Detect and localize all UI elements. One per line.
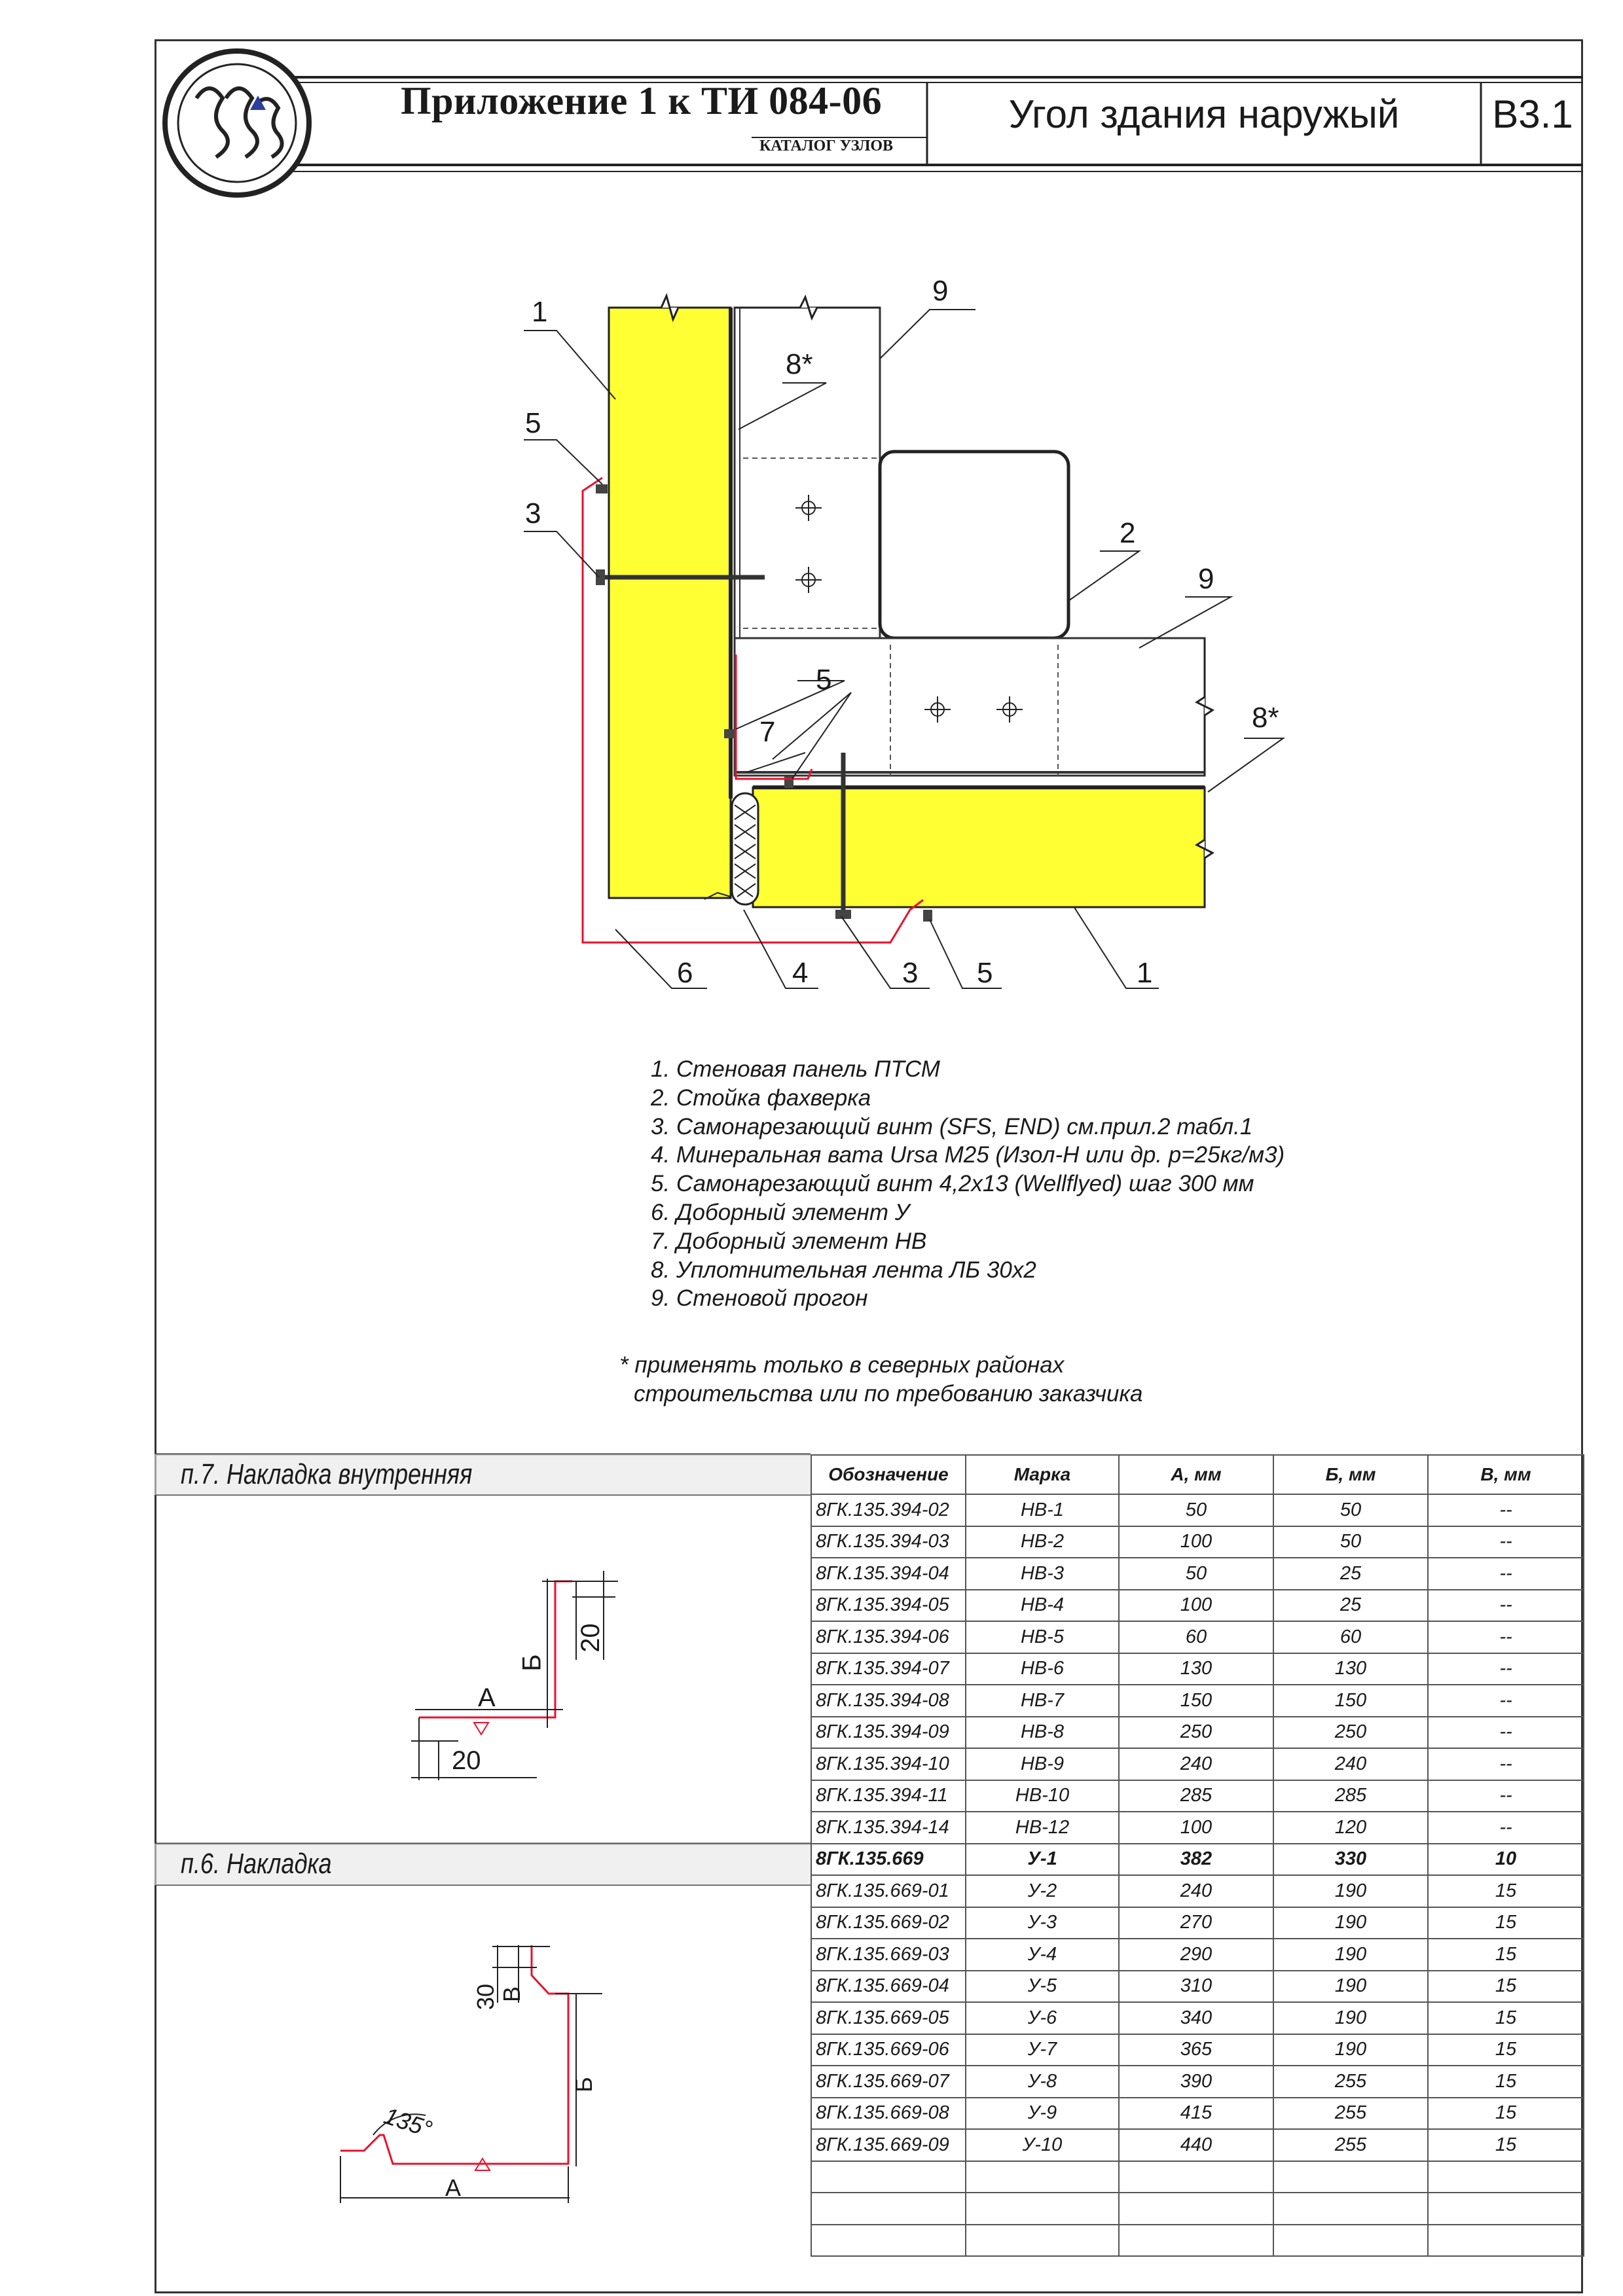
table-cell-v: -- (1428, 1685, 1584, 1717)
table-row (811, 2002, 1584, 2034)
legend-item: 1. Стеновая панель ПТСМ (651, 1056, 940, 1082)
table-cell-a: 240 (1119, 1748, 1273, 1780)
callout-3-bottom: 3 (902, 957, 919, 989)
table-cell-v: -- (1428, 1653, 1584, 1685)
col-header-v: В, мм (1428, 1455, 1584, 1494)
callout-2: 2 (1120, 517, 1136, 549)
legend-item: 3. Самонарезающий винт (SFS, END) см.прил.2 табл.1 (651, 1113, 1253, 1139)
callout-6: 6 (677, 957, 693, 989)
legend-item: 8. Уплотнительная лента ЛБ 30х2 (651, 1257, 1036, 1283)
table-cell-b: 25 (1273, 1590, 1428, 1622)
dim-20-vertical: 20 (575, 1623, 605, 1653)
section-p6-title: п.6. Накладка (181, 1848, 332, 1880)
table-cell-code: 8ГК.135.669-07 (811, 2066, 966, 2098)
table-cell-b: 240 (1273, 1748, 1428, 1780)
table-cell-code: 8ГК.135.394-08 (811, 1685, 966, 1717)
table-cell-code: 8ГК.135.669-03 (811, 1939, 966, 1971)
table-cell-b: 255 (1273, 2066, 1428, 2098)
table-cell-a: 100 (1119, 1590, 1273, 1622)
table-cell-b: 190 (1273, 1971, 1428, 2003)
table-cell-mark: НВ-12 (966, 1812, 1119, 1844)
table-cell-a: 50 (1119, 1494, 1273, 1526)
table-cell-code: 8ГК.135.394-10 (811, 1748, 966, 1780)
table-cell-code: 8ГК.135.669-02 (811, 1907, 966, 1939)
callout-1-top: 1 (532, 296, 548, 328)
dim-20-horizontal: 20 (452, 1746, 481, 1775)
dim-b: Б (517, 1654, 547, 1672)
table-row (811, 1748, 1584, 1780)
table-cell-mark: У-9 (966, 2098, 1119, 2130)
table-cell-code: 8ГК.135.394-05 (811, 1590, 966, 1622)
sheet-code: В3.1 (1492, 92, 1573, 136)
table-cell-code: 8ГК.135.394-14 (811, 1812, 966, 1844)
table-cell-mark: У-10 (966, 2129, 1119, 2161)
table-cell-v: 15 (1428, 2066, 1584, 2098)
table-cell-empty (1119, 2161, 1273, 2193)
table-empty-row (811, 2161, 1584, 2193)
table-cell-code: 8ГК.135.669-06 (811, 2034, 966, 2066)
table-cell-a: 290 (1119, 1939, 1273, 1971)
table-cell-v: 10 (1428, 1844, 1584, 1876)
table-cell-a: 130 (1119, 1653, 1273, 1685)
specification-table (811, 1454, 1584, 2257)
footnote-line: * применять только в северных районах (619, 1352, 1065, 1378)
table-cell-a: 250 (1119, 1717, 1273, 1749)
legend-item: 2. Стойка фахверка (651, 1085, 871, 1111)
table-cell-empty (1273, 2193, 1428, 2225)
overlay-sketch (340, 1945, 602, 2203)
table-row (811, 2066, 1584, 2098)
table-cell-code: 8ГК.135.669-08 (811, 2098, 966, 2130)
col-header-code: Обозначение (811, 1455, 966, 1494)
legend-item: 6. Доборный элемент У (651, 1199, 910, 1225)
table-row (811, 1971, 1584, 2003)
table-cell-a: 270 (1119, 1907, 1273, 1939)
table-cell-b: 50 (1273, 1526, 1428, 1558)
table-cell-mark: НВ-3 (966, 1558, 1119, 1590)
table-cell-a: 60 (1119, 1621, 1273, 1653)
table-row (811, 1844, 1584, 1876)
table-cell-a: 440 (1119, 2129, 1273, 2161)
dim-a-p6: А (445, 2174, 462, 2201)
table-cell-v: -- (1428, 1526, 1584, 1558)
table-cell-b: 190 (1273, 1939, 1428, 1971)
table-row (811, 1907, 1584, 1939)
table-cell-b: 190 (1273, 2034, 1428, 2066)
table-cell-a: 100 (1119, 1812, 1273, 1844)
table-cell-empty (811, 2193, 966, 2225)
table-cell-b: 150 (1273, 1685, 1428, 1717)
table-row (811, 1780, 1584, 1812)
legend-item: 9. Стеновой прогон (651, 1285, 868, 1312)
table-cell-mark: НВ-9 (966, 1748, 1119, 1780)
table-cell-v: 15 (1428, 1907, 1584, 1939)
table-cell-v: -- (1428, 1494, 1584, 1526)
table-cell-empty (1119, 2193, 1273, 2225)
table-cell-b: 190 (1273, 1875, 1428, 1907)
table-cell-mark: У-4 (966, 1939, 1119, 1971)
table-cell-code: 8ГК.135.394-06 (811, 1621, 966, 1653)
table-cell-v: 15 (1428, 1971, 1584, 2003)
drawing-name: Угол здания наружый (1008, 92, 1400, 136)
table-cell-a: 415 (1119, 2098, 1273, 2130)
table-cell-empty (1428, 2161, 1584, 2193)
table-cell-a: 382 (1119, 1844, 1273, 1876)
table-cell-mark: У-5 (966, 1971, 1119, 2003)
callout-1-bottom: 1 (1137, 957, 1153, 989)
table-cell-v: 15 (1428, 2098, 1584, 2130)
table-cell-code: 8ГК.135.394-03 (811, 1526, 966, 1558)
dim-30: 30 (472, 1983, 500, 2011)
callout-9-top: 9 (932, 275, 949, 307)
table-cell-empty (1428, 2193, 1584, 2225)
table-cell-v: 15 (1428, 2034, 1584, 2066)
table-cell-v: -- (1428, 1558, 1584, 1590)
table-cell-mark: НВ-2 (966, 1526, 1119, 1558)
dim-b-p6: Б (570, 2077, 597, 2092)
table-cell-code: 8ГК.135.669-09 (811, 2129, 966, 2161)
table-empty-row (811, 2193, 1584, 2225)
table-cell-mark: НВ-6 (966, 1653, 1119, 1685)
dim-a: А (478, 1683, 496, 1712)
callout-5-bottom: 5 (977, 957, 993, 989)
table-cell-v: -- (1428, 1780, 1584, 1812)
table-cell-mark: НВ-4 (966, 1590, 1119, 1622)
col-header-b: Б, мм (1273, 1455, 1428, 1494)
table-empty-row (811, 2225, 1584, 2257)
table-cell-a: 100 (1119, 1526, 1273, 1558)
callout-5-left: 5 (525, 407, 541, 439)
table-cell-empty (811, 2225, 966, 2257)
dim-v: В (498, 1986, 526, 2003)
table-cell-b: 120 (1273, 1812, 1428, 1844)
table-cell-a: 150 (1119, 1685, 1273, 1717)
table-cell-mark: У-7 (966, 2034, 1119, 2066)
table-cell-v: 15 (1428, 2129, 1584, 2161)
legend-item: 5. Самонарезающий винт 4,2х13 (Wellflyed) шаг 300 мм (651, 1171, 1254, 1197)
document-subtitle: КАТАЛОГ УЗЛОВ (759, 137, 894, 154)
callout-8-top: 8* (786, 348, 813, 380)
table-cell-mark: НВ-1 (966, 1494, 1119, 1526)
table-cell-b: 25 (1273, 1558, 1428, 1590)
legend-item: 4. Минеральная вата Ursa M25 (Изол-Н или др. р=25кг/м3) (651, 1142, 1285, 1168)
callout-5-mid: 5 (816, 664, 832, 696)
table-row (811, 2129, 1584, 2161)
table-cell-v: 15 (1428, 2002, 1584, 2034)
table-cell-b: 190 (1273, 1907, 1428, 1939)
table-cell-code: 8ГК.135.394-02 (811, 1494, 966, 1526)
table-cell-a: 240 (1119, 1875, 1273, 1907)
table-row (811, 1558, 1584, 1590)
table-cell-v: 15 (1428, 1939, 1584, 1971)
callout-9-right: 9 (1198, 563, 1214, 595)
table-cell-code: 8ГК.135.669-04 (811, 1971, 966, 2003)
overlay-inner-sketch (411, 1571, 618, 1780)
footnote (619, 1351, 1142, 1408)
table-row (811, 1812, 1584, 1844)
table-cell-mark: У-3 (966, 1907, 1119, 1939)
table-cell-b: 50 (1273, 1494, 1428, 1526)
callout-4: 4 (792, 957, 809, 989)
dim-angle: 135° (380, 2102, 436, 2143)
table-cell-mark: НВ-5 (966, 1621, 1119, 1653)
table-cell-v: -- (1428, 1590, 1584, 1622)
table-cell-b: 330 (1273, 1844, 1428, 1876)
table-cell-code: 8ГК.135.394-04 (811, 1558, 966, 1590)
table-row (811, 2098, 1584, 2130)
col-header-a: А, мм (1119, 1455, 1273, 1494)
table-row (811, 1875, 1584, 1907)
table-cell-empty (966, 2225, 1119, 2257)
col-header-mark: Марка (966, 1455, 1119, 1494)
table-cell-mark: НВ-8 (966, 1717, 1119, 1749)
table-cell-empty (1119, 2225, 1273, 2257)
table-cell-code: 8ГК.135.394-07 (811, 1653, 966, 1685)
table-row (811, 1590, 1584, 1622)
table-cell-v: -- (1428, 1748, 1584, 1780)
document-title: Приложение 1 к ТИ 084-06 (401, 79, 883, 122)
corner-detail-drawing (524, 296, 1283, 988)
callout-3-left: 3 (525, 497, 541, 529)
table-cell-empty (1273, 2161, 1428, 2193)
legend-list (651, 1055, 1285, 1313)
table-row (811, 2034, 1584, 2066)
footnote-line: строительства или по требованию заказчика (634, 1381, 1143, 1407)
table-cell-b: 255 (1273, 2098, 1428, 2130)
table-cell-empty (966, 2161, 1119, 2193)
table-cell-a: 340 (1119, 2002, 1273, 2034)
table-header-row (811, 1455, 1584, 1494)
table-cell-v: 15 (1428, 1875, 1584, 1907)
table-cell-b: 250 (1273, 1717, 1428, 1749)
table-cell-empty (1273, 2225, 1428, 2257)
table-cell-code: 8ГК.135.669-01 (811, 1875, 966, 1907)
table-cell-empty (1428, 2225, 1584, 2257)
legend-item: 7. Доборный элемент НВ (651, 1228, 927, 1254)
table-cell-a: 390 (1119, 2066, 1273, 2098)
table-cell-code: 8ГК.135.669 (811, 1844, 966, 1876)
table-cell-a: 365 (1119, 2034, 1273, 2066)
table-cell-empty (966, 2193, 1119, 2225)
table-cell-b: 285 (1273, 1780, 1428, 1812)
callout-7: 7 (759, 716, 776, 748)
table-cell-v: -- (1428, 1621, 1584, 1653)
table-cell-b: 190 (1273, 2002, 1428, 2034)
table-cell-b: 60 (1273, 1621, 1428, 1653)
table-cell-a: 310 (1119, 1971, 1273, 2003)
table-cell-a: 285 (1119, 1780, 1273, 1812)
company-logo (165, 51, 309, 195)
table-row (811, 1621, 1584, 1653)
section-p7-title: п.7. Накладка внутренняя (181, 1458, 473, 1490)
table-row (811, 1939, 1584, 1971)
table-cell-v: -- (1428, 1812, 1584, 1844)
table-row (811, 1653, 1584, 1685)
table-cell-b: 130 (1273, 1653, 1428, 1685)
table-cell-mark: У-2 (966, 1875, 1119, 1907)
table-cell-mark: У-8 (966, 2066, 1119, 2098)
table-cell-code: 8ГК.135.669-05 (811, 2002, 966, 2034)
table-cell-v: -- (1428, 1717, 1584, 1749)
table-row (811, 1685, 1584, 1717)
table-cell-b: 255 (1273, 2129, 1428, 2161)
table-cell-code: 8ГК.135.394-11 (811, 1780, 966, 1812)
table-cell-a: 50 (1119, 1558, 1273, 1590)
table-row (811, 1717, 1584, 1749)
table-row (811, 1526, 1584, 1558)
table-cell-mark: НВ-7 (966, 1685, 1119, 1717)
table-row (811, 1494, 1584, 1526)
callout-8-right: 8* (1252, 702, 1279, 734)
table-cell-empty (811, 2161, 966, 2193)
table-cell-mark: НВ-10 (966, 1780, 1119, 1812)
table-cell-mark: У-6 (966, 2002, 1119, 2034)
table-cell-code: 8ГК.135.394-09 (811, 1717, 966, 1749)
table-cell-mark: У-1 (966, 1844, 1119, 1876)
